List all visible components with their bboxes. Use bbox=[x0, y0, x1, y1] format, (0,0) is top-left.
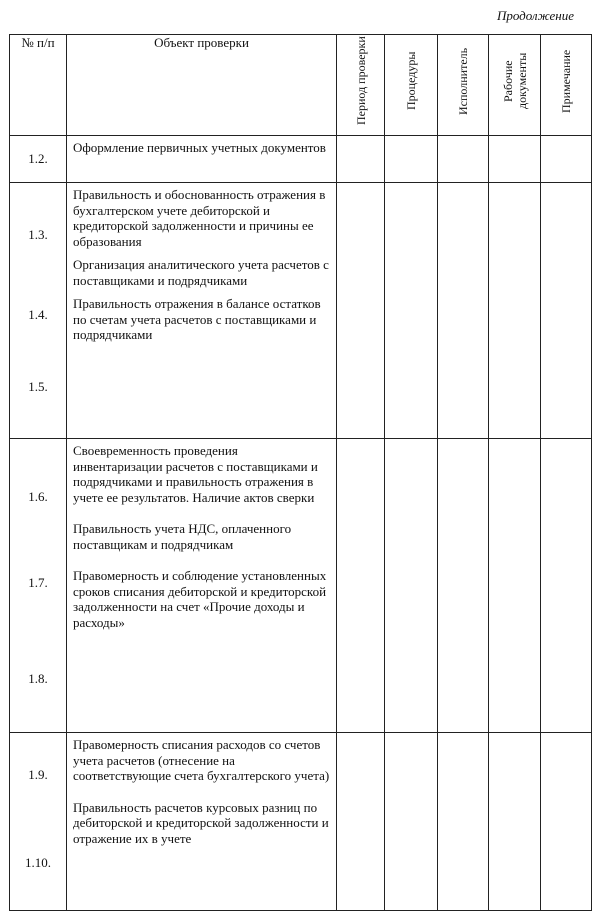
item-num: 1.10. bbox=[25, 855, 51, 870]
header-period-label: Период проверки bbox=[353, 36, 368, 126]
notes-cell bbox=[541, 183, 592, 439]
procedures-cell bbox=[385, 439, 438, 733]
item-text: Своевременность проведения инвентаризации расчетов с поставщиками и подрядчиками и правильность отражения в учете ее результатов. Наличие актов сверки bbox=[73, 443, 318, 505]
num-cell bbox=[10, 733, 67, 911]
item-num: 1.7. bbox=[28, 575, 48, 590]
period-cell bbox=[337, 183, 385, 439]
header-procedures bbox=[385, 35, 438, 136]
continued-label: Продолжение bbox=[496, 8, 574, 23]
object-cell bbox=[67, 439, 337, 733]
item-num: 1.9. bbox=[28, 767, 48, 782]
item-num: 1.8. bbox=[28, 671, 48, 686]
item-num: 1.4. bbox=[28, 307, 48, 322]
num-cell bbox=[10, 183, 67, 439]
table-row-group-4 bbox=[10, 733, 592, 911]
procedures-cell bbox=[385, 136, 438, 183]
audit-plan-table bbox=[9, 34, 592, 911]
num-cell bbox=[10, 136, 67, 183]
table-row-group-3 bbox=[10, 439, 592, 733]
item-num: 1.5. bbox=[28, 379, 48, 394]
item-text: Правильность и обоснованность отражения в бухгалтерском учете дебиторской и кредиторской задолженности и причины ее образования bbox=[73, 187, 326, 249]
executor-cell bbox=[438, 439, 489, 733]
header-work-docs bbox=[489, 35, 541, 136]
item-text: Оформление первичных учетных документов bbox=[73, 140, 326, 155]
header-executor bbox=[438, 35, 489, 136]
header-executor-label: Исполнитель bbox=[456, 47, 470, 115]
object-cell bbox=[67, 733, 337, 911]
item-num: 1.2. bbox=[28, 151, 48, 166]
notes-cell bbox=[541, 733, 592, 911]
period-cell bbox=[337, 136, 385, 183]
item-num: 1.6. bbox=[28, 489, 48, 504]
work-docs-cell bbox=[489, 733, 541, 911]
object-cell bbox=[67, 136, 337, 183]
notes-cell bbox=[541, 136, 592, 183]
header-object: Объект проверки bbox=[67, 35, 337, 136]
period-cell bbox=[337, 439, 385, 733]
header-row bbox=[10, 35, 592, 136]
table-row-group-1 bbox=[10, 136, 592, 183]
work-docs-cell bbox=[489, 183, 541, 439]
header-notes bbox=[541, 35, 592, 136]
header-notes-label: Примечание bbox=[559, 49, 573, 113]
work-docs-cell bbox=[489, 439, 541, 733]
period-cell bbox=[337, 733, 385, 911]
procedures-cell bbox=[385, 183, 438, 439]
executor-cell bbox=[438, 183, 489, 439]
notes-cell bbox=[541, 439, 592, 733]
table-row-group-2 bbox=[10, 183, 592, 439]
item-text: Правильность учета НДС, оплаченного поставщикам и подрядчикам bbox=[73, 521, 292, 552]
item-num: 1.3. bbox=[28, 227, 48, 242]
item-text: Правильность расчетов курсовых разниц по дебиторской и кредиторской задолженности и отражение их в учете bbox=[73, 799, 329, 846]
item-text: Правомерность списания расходов со счетов учета расчетов (отнесение на соответствующие счета бухгалтерского учета) bbox=[73, 737, 330, 783]
header-period bbox=[337, 35, 385, 136]
procedures-cell bbox=[385, 733, 438, 911]
object-cell bbox=[67, 183, 337, 439]
header-work-docs-label: Рабочие документы bbox=[500, 52, 529, 110]
item-text: Организация аналитического учета расчетов с поставщиками и подрядчиками bbox=[73, 257, 329, 288]
item-text: Правомерность и соблюдение установленных сроков списания дебиторской и кредиторской задолженности на счет «Прочие доходы и расходы» bbox=[73, 568, 327, 630]
header-num: № п/п bbox=[10, 35, 67, 136]
executor-cell bbox=[438, 733, 489, 911]
item-text: Правильность отражения в балансе остатков по счетам учета расчетов с поставщиками и подрядчиками bbox=[73, 296, 321, 342]
work-docs-cell bbox=[489, 136, 541, 183]
num-cell bbox=[10, 439, 67, 733]
executor-cell bbox=[438, 136, 489, 183]
header-procedures-label: Процедуры bbox=[404, 51, 418, 111]
